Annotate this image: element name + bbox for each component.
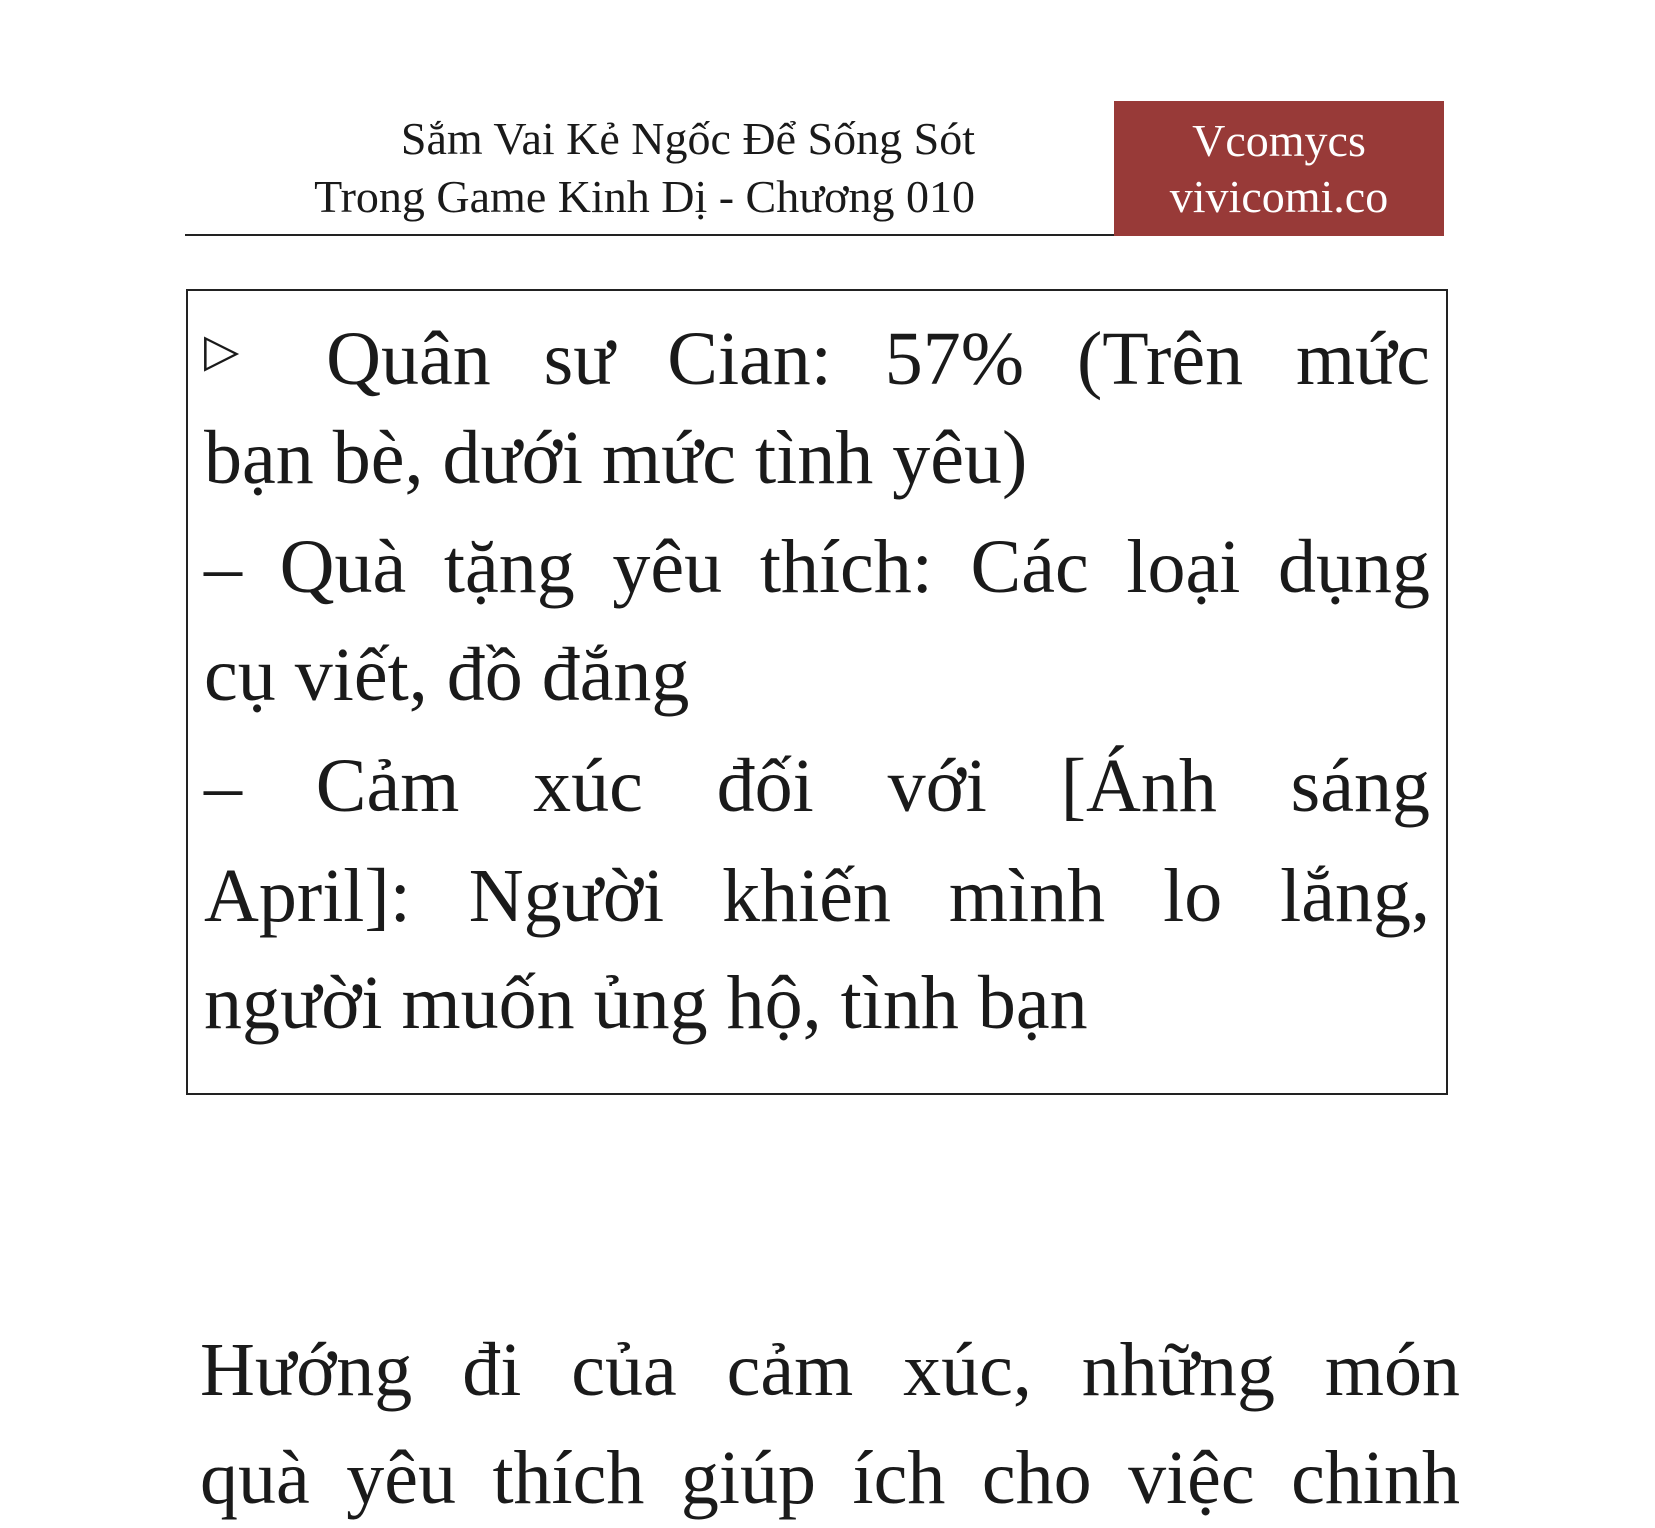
info-text-1: Quân sư Cian: 57% (Trên mức [326, 317, 1430, 401]
chapter-title-line1: Sắm Vai Kẻ Ngốc Để Sống Sót [400, 113, 975, 164]
brand-site: vivicomi.co [1169, 170, 1389, 222]
character-info-box [186, 289, 1448, 1095]
info-line-2: bạn bè, dưới mức tình yêu) [204, 416, 1028, 500]
info-line-6: April]: Người khiến mình lo lắng, [204, 854, 1430, 938]
info-line-1 [204, 301, 1430, 401]
info-line-3: – Quà tặng yêu thích: Các loại dụng [204, 525, 1430, 609]
body-line-2: quà yêu thích giúp ích cho việc chinh [200, 1436, 1460, 1520]
header-divider [185, 234, 1115, 236]
info-line-5: – Cảm xúc đối với [Ánh sáng [204, 744, 1430, 828]
triangle-right-icon: ▷ [204, 325, 274, 376]
body-line-1: Hướng đi của cảm xúc, những món [200, 1328, 1460, 1412]
brand-badge [1114, 101, 1444, 236]
info-line-7: người muốn ủng hộ, tình bạn [204, 961, 1088, 1045]
chapter-title-line2: Trong Game Kinh Dị - Chương 010 [314, 171, 975, 222]
info-line-4: cụ viết, đồ đắng [204, 633, 690, 717]
brand-name: Vcomycs [1192, 114, 1366, 166]
chapter-title [314, 110, 975, 226]
